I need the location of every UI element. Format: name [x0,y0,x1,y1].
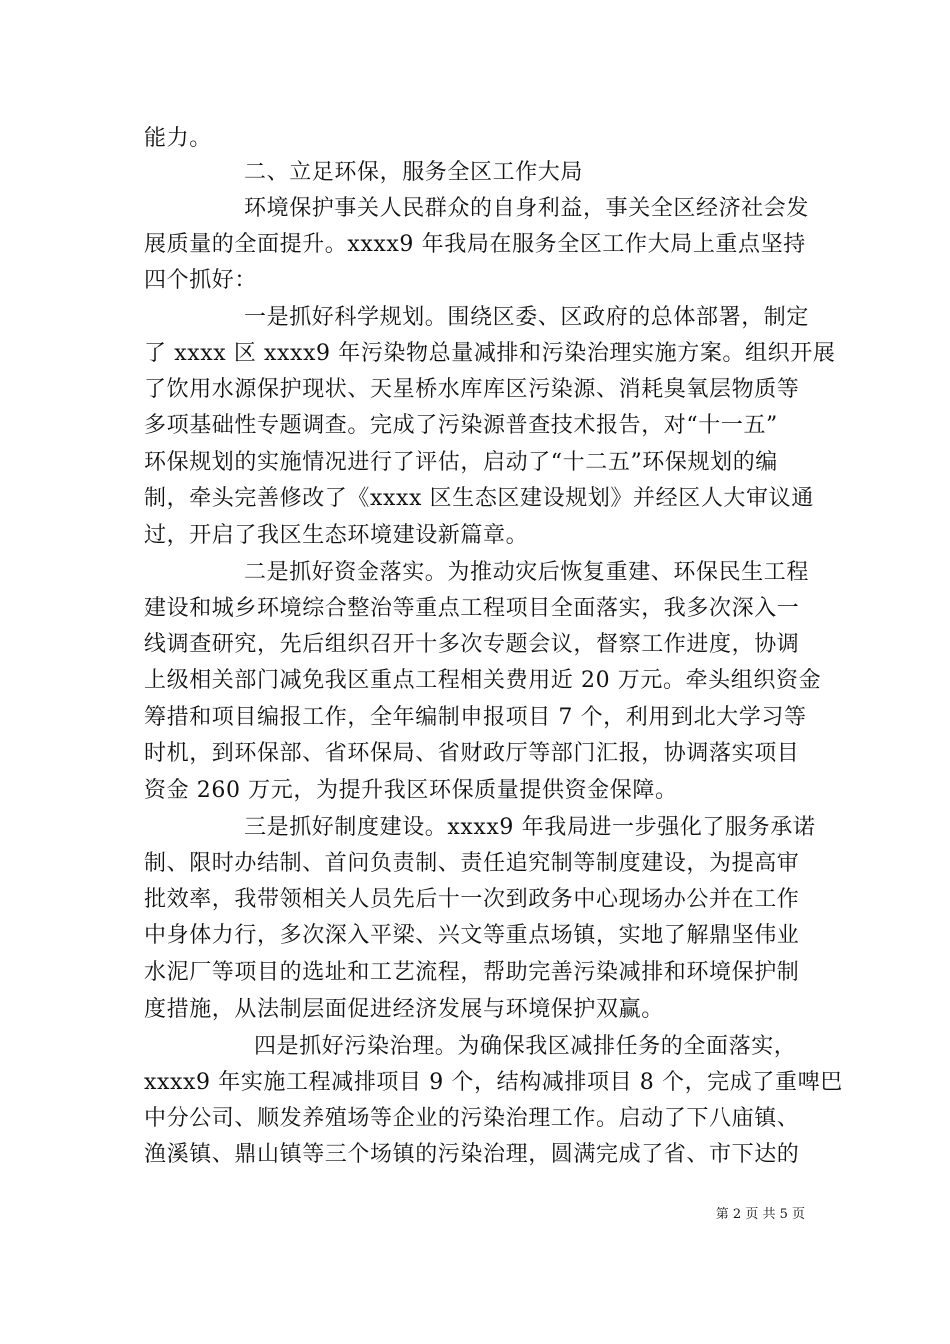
text-line: 多项基础性专题调查。完成了污染源普查技术报告，对“十一五” [144,413,778,438]
page-indicator: 第 2 页 共 5 页 [715,1207,805,1222]
text-line: 能力。 [144,126,212,151]
text-line: 一是抓好科学规划。围绕区委、区政府的总体部署，制定 [244,305,810,330]
text-line: 制，牵头完善修改了《xxxx 区生态区建设规划》并经区人大审议通 [144,486,814,511]
text-line: 过，开启了我区生态环境建设新篇章。 [144,523,529,548]
text-line: 批效率，我带领相关人员先后十一次到政务中心现场办公并在工作 [144,887,800,912]
text-line: 展质量的全面提升。xxxx9 年我局在服务全区工作大局上重点坚持 [144,232,806,257]
text-line: 四个抓好： [144,268,258,293]
section-heading: 二、立足环保，服务全区工作大局 [244,160,584,185]
text-line: 建设和城乡环境综合整治等重点工程项目全面落实，我多次深入一 [144,596,800,621]
text-line: 渔溪镇、鼎山镇等三个场镇的污染治理，圆满完成了省、市下达的 [144,1142,800,1167]
text-line: 筹措和项目编报工作，全年编制申报项目 7 个，利用到北大学习等 [144,705,807,730]
text-line: 三是抓好制度建设。xxxx9 年我局进一步强化了服务承诺 [244,815,816,840]
text-line: 二是抓好资金落实。为推动灾后恢复重建、环保民生工程 [244,560,810,585]
text-line: 制、限时办结制、首问负责制、责任追究制等制度建设，为提高审 [144,851,800,876]
text-line: 了 xxxx 区 xxxx9 年污染物总量减排和污染治理实施方案。组织开展 [144,341,836,366]
text-line: 线调查研究，先后组织召开十多次专题会议，督察工作进度，协调 [144,632,800,657]
text-line: 中身体力行，多次深入平梁、兴文等重点场镇，实地了解鼎坚伟业 [144,923,800,948]
text-line: 时机，到环保部、省环保局、省财政厅等部门汇报，协调落实项目 [144,741,800,766]
text-line: 资金 260 万元，为提升我区环保质量提供资金保障。 [144,778,678,803]
text-line: 上级相关部门减免我区重点工程相关费用近 20 万元。牵头组织资金 [144,668,822,693]
text-line: 度措施，从法制层面促进经济发展与环境保护双赢。 [144,997,664,1022]
text-line: 了饮用水源保护现状、天星桥水库库区污染源、消耗臭氧层物质等 [144,377,800,402]
text-line: 环保规划的实施情况进行了评估，启动了“十二五”环保规划的编 [144,450,778,475]
text-line: 中分公司、顺发养殖场等企业的污染治理工作。启动了下八庙镇、 [144,1106,800,1131]
text-line: xxxx9 年实施工程减排项目 9 个，结构减排项目 8 个，完成了重啤巴 [144,1070,843,1095]
text-line: 四是抓好污染治理。为确保我区减排任务的全面落实， [254,1034,797,1059]
text-line: 环境保护事关人民群众的自身利益，事关全区经济社会发 [244,196,810,221]
text-line: 水泥厂等项目的选址和工艺流程，帮助完善污染减排和环境保护制 [144,960,800,985]
